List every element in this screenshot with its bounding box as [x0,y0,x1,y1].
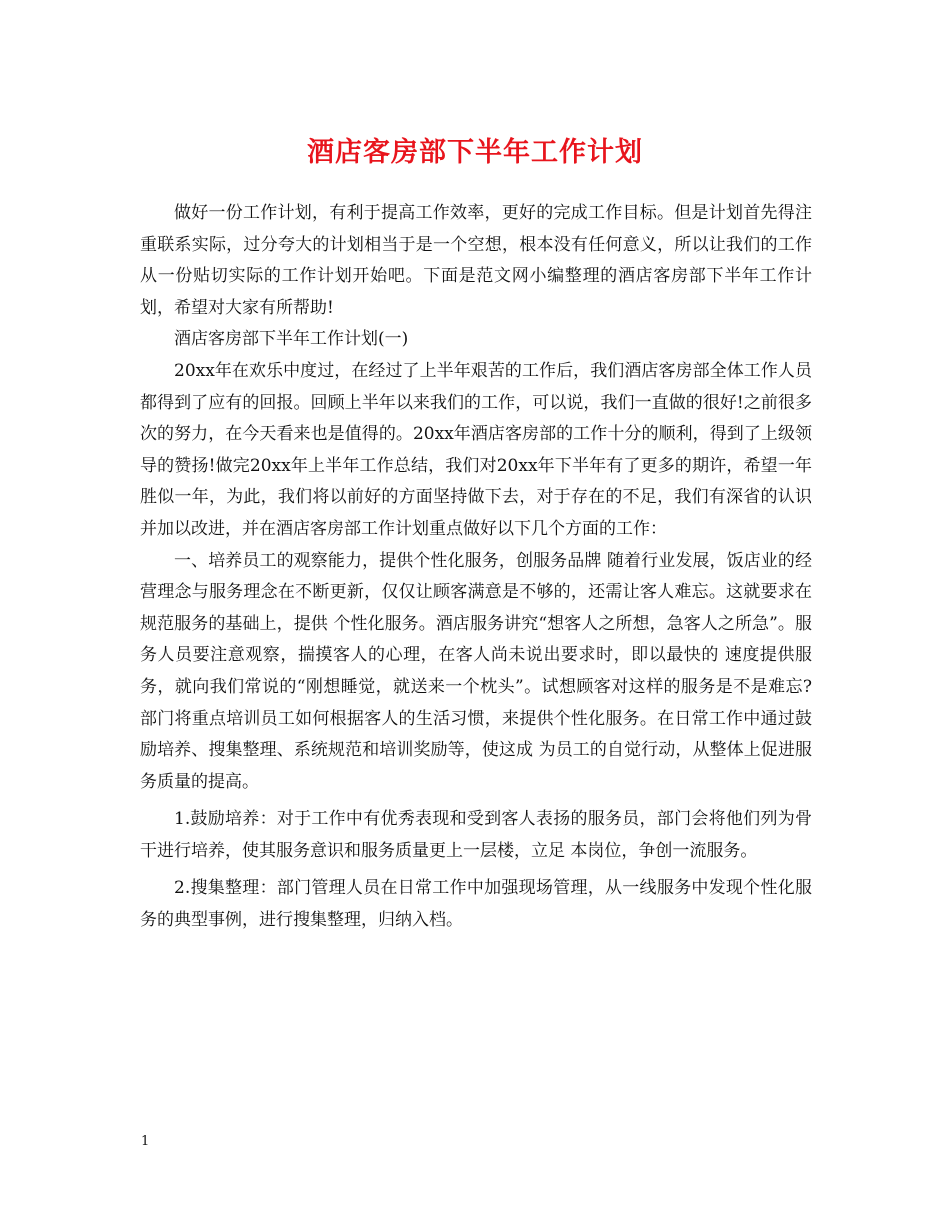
document-body [140,198,812,937]
intro-paragraph: 做好一份工作计划，有利于提高工作效率，更好的完成工作目标。但是计划首先得注重联系实际，过分夸大的计划相当于是一个空想，根本没有任何意义，所以让我们的工作从一份贴切实际的工作计划开始吧。下面是范文网小编整理的酒店客房部下半年工作计划，希望对大家有所帮助! [140,203,812,318]
body-paragraph: 一、培养员工的观察能力，提供个性化服务，创服务品牌 随着行业发展，饭店业的经营理念与服务理念在不断更新，仅仅让顾客满意是不够的，还需让客人难忘。这就要求在规范服务的基础上，提供 个性化服务。酒店服务讲究“想客人之所想，急客人之所急”。服务人员要注意观察，揣摸客人的心理，在客人尚未说出要求时，即以最快的 速度提供服务，就向我们常说的“刚想睡觉，就送来一个枕头”。试想顾客对这样的服务是不是难忘? 部门将重点培训员工如何根据客人的生活习惯，来提供个性化服务。在日常工作中通过鼓励培养、搜集整理、系统规范和培训奖励等，使这成 为员工的自觉行动，从整体上促进服务质量的提高。 [140,550,812,792]
body-paragraph: 20xx年在欢乐中度过，在经过了上半年艰苦的工作后，我们酒店客房部全体工作人员都得到了应有的回报。回顾上半年以来我们的工作，可以说，我们一直做的很好!之前很多次的努力，在今天看来也是值得的。20xx年酒店客房部的工作十分的顺利，得到了上级领导的赞扬!做完20xx年上半年工作总结，我们对20xx年下半年有了更多的期许，希望一年胜似一年，为此，我们将以前好的方面坚持做下去，对于存在的不足，我们有深省的认识并加以改进，并在酒店客房部工作计划重点做好以下几个方面的工作： [140,360,812,539]
page-number: 1 [141,1134,150,1149]
document-title: 酒店客房部下半年工作计划 [307,137,643,168]
list-item: 1.鼓励培养：对于工作中有优秀表现和受到客人表扬的服务员，部门会将他们列为骨干进行培养，使其服务意识和服务质量更上一层楼，立足 本岗位，争创一流服务。 [140,809,812,861]
section-heading: 酒店客房部下半年工作计划(一) [174,329,409,350]
list-item: 2.搜集整理：部门管理人员在日常工作中加强现场管理，从一线服务中发现个性化服务的典型事例，进行搜集整理，归纳入档。 [140,878,812,931]
